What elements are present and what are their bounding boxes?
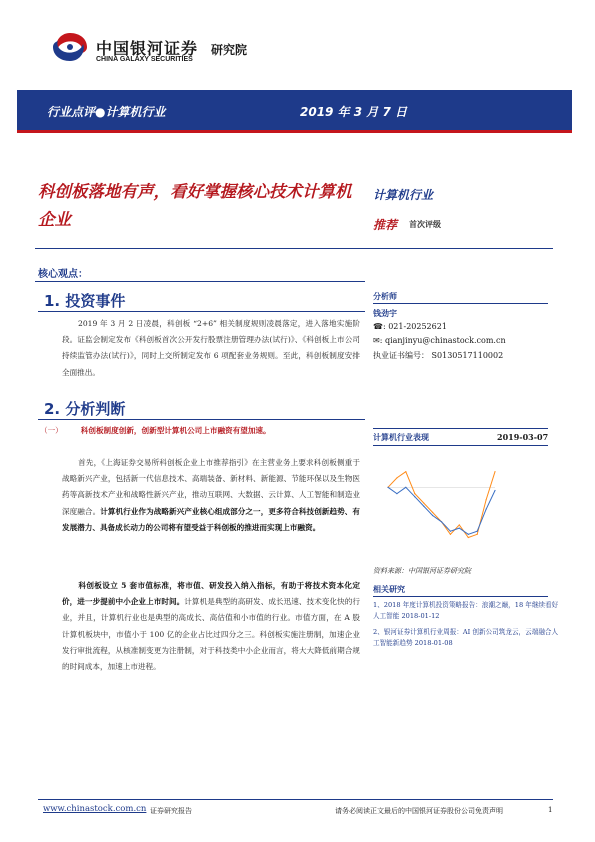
report-category: 行业点评●计算机行业 xyxy=(47,105,166,119)
footer-divider xyxy=(38,799,553,800)
chart-title: 计算机行业表现 xyxy=(373,432,429,442)
chart-point xyxy=(477,534,478,535)
industry-performance-chart xyxy=(384,452,499,554)
chart-point xyxy=(396,477,397,478)
section-heading-analysis: 2. 分析判断 xyxy=(44,400,126,418)
chart-point xyxy=(450,534,451,535)
galaxy-logo-icon xyxy=(50,30,90,64)
phone-icon: ☎ xyxy=(373,322,383,331)
paragraph-analysis-2 xyxy=(62,578,360,675)
paragraph-analysis-1 xyxy=(62,455,360,536)
chart-point xyxy=(432,515,433,516)
paragraph-normal-text: 计算机是典型的高研发、成长迅速、技术变化快的行业，并且，计算机行业也是典型的高成长、高估值和小市值的行业。市值方面，在 A 股计算机板块中，市值小于 100 亿的企业占比过四分之三。科创板实施注册制，加速企业发行审批流程，从核准制变更为注册制，对于科技类中小企业而言，将大大降低前期合规的时间成本，加速上市进程。 xyxy=(62,597,361,672)
chart-point xyxy=(414,496,415,497)
chart-point xyxy=(441,521,442,522)
analyst-phone: ☎: 021-20252621 xyxy=(373,322,447,331)
footer-disclaimer: 请务必阅读正文最后的中国银河证券股份公司免责声明 xyxy=(335,807,503,815)
divider xyxy=(373,596,548,597)
divider xyxy=(373,303,548,304)
chart-point xyxy=(423,502,424,503)
chart-point xyxy=(405,487,406,488)
footer-url-link[interactable]: www.chinastock.com.cn xyxy=(43,804,147,814)
divider xyxy=(35,248,553,249)
report-date: 2019 年 3 月 7 日 xyxy=(300,105,407,119)
analyst-license: 执业证书编号： S0130517110002 xyxy=(373,351,504,360)
related-research-item[interactable]: 1、2018 年度计算机投资策略报告：浪潮之巅，18 年继续看好人工智能 2018-01-12 xyxy=(373,601,559,620)
subsection-title: 科创板制度创新，创新型计算机公司上市融资有望加速。 xyxy=(80,426,271,435)
email-icon: ✉ xyxy=(373,336,380,345)
divider xyxy=(373,428,548,429)
chart-point xyxy=(387,487,388,488)
subsection-heading xyxy=(40,425,365,439)
footer-report-label: 证券研究报告 xyxy=(150,807,192,815)
divider xyxy=(373,445,548,446)
chart-point xyxy=(459,527,460,528)
chart-point xyxy=(468,537,469,538)
chart-point xyxy=(450,531,451,532)
chart-point xyxy=(477,531,478,532)
analyst-name: 钱劲宇 xyxy=(373,308,397,318)
page-number: 1 xyxy=(548,806,553,814)
divider xyxy=(35,281,365,282)
chart-source: 资料来源：中国银河证券研究院 xyxy=(373,567,471,575)
chart-point xyxy=(432,512,433,513)
chart-point xyxy=(396,493,397,494)
paragraph-bold-text: 计算机行业作为战略新兴产业核心组成部分之一，更多符合科技创新趋势、有发展潜力、具备成长动力的公司将有望受益于科创板的推进而实现上市融资。 xyxy=(62,506,361,532)
institute-label: 研究院 xyxy=(211,43,248,57)
paragraph-bold-text: 科创板设立 5 套市值标准，将市值、研发投入纳入指标，有助于将技术资本化定价，进一步提前中小企业上市时间。 xyxy=(62,581,360,607)
chart-date: 2019-03-07 xyxy=(497,432,549,442)
chart-point xyxy=(468,534,469,535)
chart-point xyxy=(459,524,460,525)
chart-point xyxy=(485,499,486,500)
analyst-section-label: 分析师 xyxy=(373,291,397,301)
rating-note: 首次评级 xyxy=(409,219,441,229)
rating-label: 推荐 xyxy=(373,218,398,232)
subsection-number: （一） xyxy=(40,426,63,435)
industry-label: 计算机行业 xyxy=(373,188,434,202)
chart-point xyxy=(414,493,415,494)
chart-point xyxy=(423,506,424,507)
brand-name-en: CHINA GALAXY SECURITIES xyxy=(96,56,193,63)
key-view-label: 核心观点： xyxy=(38,269,88,280)
related-research-label: 相关研究 xyxy=(373,584,405,594)
chart-point xyxy=(485,509,486,510)
chart-point xyxy=(405,471,406,472)
chart-series-line-1 xyxy=(388,487,495,534)
section-heading-investment-event: 1. 投资事件 xyxy=(44,292,126,310)
paragraph-normal-text: 首先，《上海证券交易所科创板企业上市推荐指引》在主营业务上要求科创板侧重于战略新兴产业，包括新一代信息技术、高端装备、新材料、新能源、节能环保以及生物医药等高新技术产业和战略性新兴产业，推动互联网、大数据、云计算、人工智能和制造业深度融合。 xyxy=(62,458,360,516)
brand-name-cn: 中国银河证券 xyxy=(96,39,199,58)
related-research-item[interactable]: 2、银河证券计算机行业周报：AI 创新公司筑龙云，云端融合人工智能新趋势 2018-01-08 xyxy=(373,628,559,647)
paragraph-event: 2019 年 3 月 2 日凌晨，科创板 “2+6” 相关制度规则凌晨落定，进入落地实施阶段。证监会制定发布《科创板首次公开发行股票注册管理办法(试行)》、《科创板上市公司持续监管办法(试行)》，同时上交所制定发布 6 项配套业务规则。至此，科创板制度安排全面推出。 xyxy=(62,319,360,377)
divider xyxy=(38,311,365,312)
divider xyxy=(38,419,365,420)
chart-point xyxy=(494,490,495,491)
chart-point xyxy=(494,471,495,472)
analyst-email: ✉: qianjinyu@chinastock.com.cn xyxy=(373,336,506,345)
header-banner-accent xyxy=(17,130,572,133)
report-title: 科创板落地有声，看好掌握核心技术计算机企业 xyxy=(38,182,352,229)
